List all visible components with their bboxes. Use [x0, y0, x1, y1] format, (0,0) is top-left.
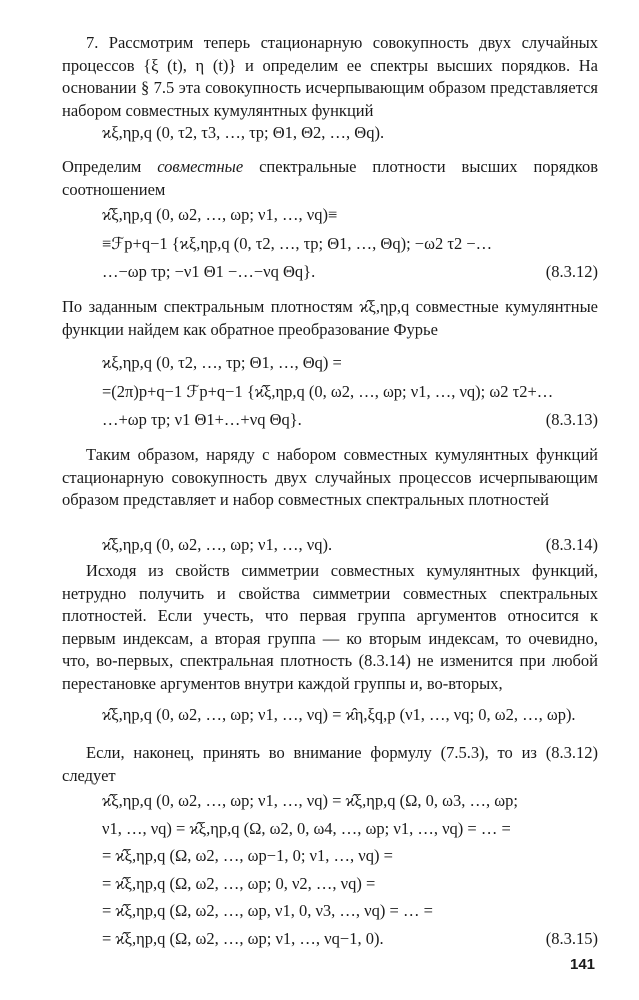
text-run: Определим [62, 157, 158, 176]
equation-line: ϰ̂ξ,ηp,q (0, ω2, …, ωp; ν1, …, νq) = ϰ̂ξ,ηp,q (Ω, 0, ω3, …, ωp; [102, 791, 518, 810]
equation-number: (8.3.12) [545, 262, 598, 281]
equation-line: = ϰ̂ξ,ηp,q (Ω, ω2, …, ωp; ν1, …, νq−1, 0). [102, 928, 384, 948]
equation-line: = ϰ̂ξ,ηp,q (Ω, ω2, …, ωp, ν1, 0, ν3, …, νq) = … = [102, 901, 433, 920]
equation-8-3-15 [62, 790, 598, 950]
page-number: 141 [570, 956, 596, 973]
equation-line: ϰ̂ξ,ηp,q (0, ω2, …, ωp; ν1, …, νq)≡ [102, 205, 338, 224]
equation-line: …−ωp τp; −ν1 Θ1 −…−νq Θq}. [102, 262, 316, 281]
equation-8-3-12 [62, 204, 598, 284]
equation-line: …+ωp τp; ν1 Θ1+…+νq Θq}. [102, 410, 302, 429]
emphasis-text: совместные [157, 157, 244, 176]
equation-number: (8.3.15) [545, 928, 598, 948]
equation-symmetry [62, 704, 598, 727]
equation-number: (8.3.14) [545, 535, 598, 554]
equation-8-3-13 [62, 352, 598, 432]
equation-number: (8.3.13) [545, 410, 598, 429]
paragraph-symmetry: Исходя из свойств симметрии совместных кумулянтных функций, нетрудно получить и свойства симметрии совместных спектральных плотностей. Если учесть, что первая группа аргументов относится к первым индексам, а вторая группа — ко вторым индексам, то очевидно, что, во-первых, спектральная плотность (8.3.14) не изменится при любой перестановке аргументов внутри каждой группы и, во-вторых, [62, 561, 598, 693]
equation-line: = ϰ̂ξ,ηp,q (Ω, ω2, …, ωp; 0, ν2, …, νq) = [102, 873, 376, 893]
equation-line: ϰ̂ξ,ηp,q (0, ω2, …, ωp; ν1, …, νq) = ϰ̂η,ξq,p (ν1, …, νq; 0, ω2, …, ωp). [102, 705, 576, 724]
paragraph-definition [62, 156, 598, 201]
equation-line: ϰξ,ηp,q (0, τ2, …, τp; Θ1, …, Θq) = [102, 353, 342, 372]
equation-line: =(2π)p+q−1 ℱp+q−1 {ϰ̂ξ,ηp,q (0, ω2, …, ωp; ν1, …, νq); ω2 τ2+… [102, 381, 554, 401]
paragraph-inverse-fourier: По заданным спектральным плотностям ϰ̂ξ,ηp,q совместные кумулянтные функции найдем как обратное преобразование Фурье [62, 297, 598, 339]
equation-line: = ϰ̂ξ,ηp,q (Ω, ω2, …, ωp−1, 0; ν1, …, νq) = [102, 846, 393, 865]
text-run: спектральные плотности высших порядков соотношением [62, 157, 598, 199]
paragraph-intro: 7. Рассмотрим теперь стационарную совокупность двух случайных процессов {ξ (t), η (t)} и определим ее спектры высших порядков. На основании § 7.5 эта совокупность исчерпывающим образом представляется набором совместных кумулянтных функций [62, 33, 598, 120]
equation-line: ϰξ,ηp,q (0, τ2, τ3, …, τp; Θ1, Θ2, …, Θq). [102, 123, 385, 142]
equation-8-3-14 [62, 534, 598, 557]
paragraph-formula-reference: Если, наконец, принять во внимание формулу (7.5.3), то из (8.3.12) следует [62, 743, 598, 785]
equation-line: ν1, …, νq) = ϰ̂ξ,ηp,q (Ω, ω2, 0, ω4, …, ωp; ν1, …, νq) = … = [102, 818, 511, 838]
equation-line: ≡ℱp+q−1 {ϰξ,ηp,q (0, τ2, …, τp; Θ1, …, Θq); −ω2 τ2 −… [102, 233, 493, 253]
paragraph-summary: Таким образом, наряду с набором совместных кумулянтных функций стационарную совокупность двух случайных процессов исчерпывающим образом представляет и набор совместных спектральных плотностей [62, 445, 598, 509]
equation-line: ϰ̂ξ,ηp,q (0, ω2, …, ωp; ν1, …, νq). [102, 535, 333, 554]
equation-cumulant-set [62, 122, 598, 145]
